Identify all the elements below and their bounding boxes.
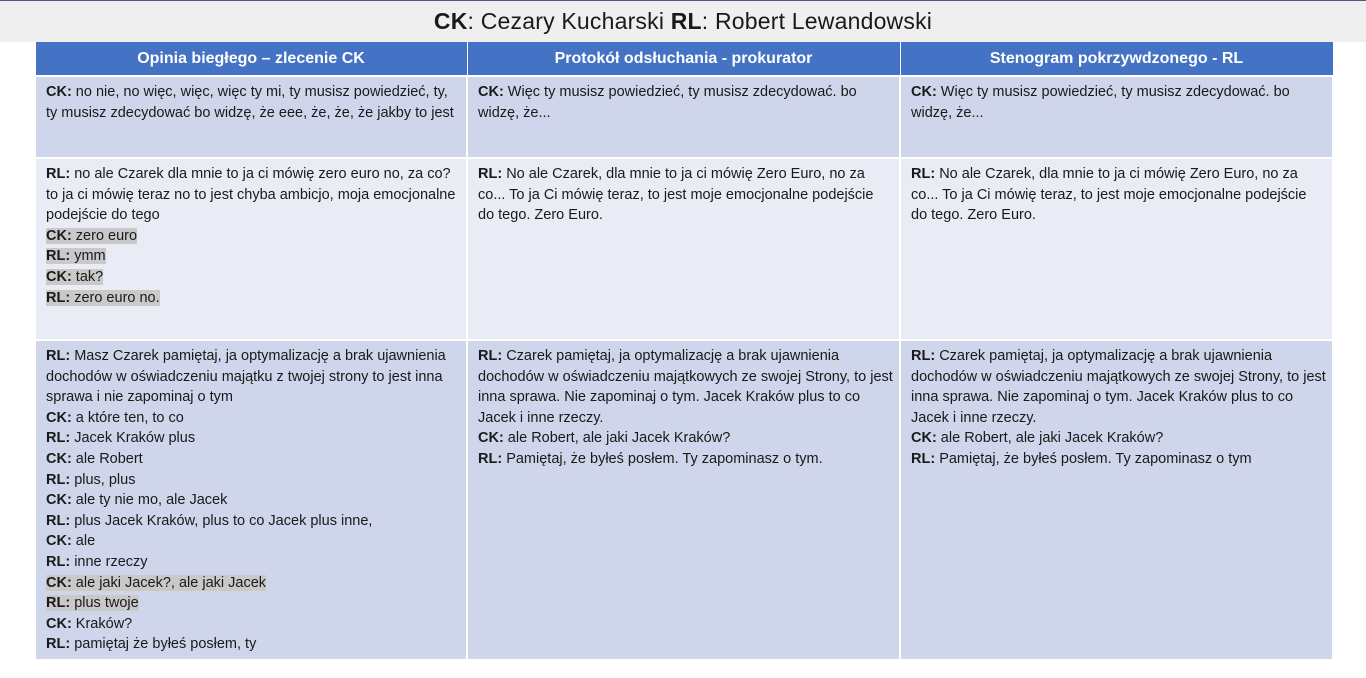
title-bar [0, 0, 1366, 42]
utterance [46, 492, 227, 508]
utterance [46, 513, 372, 529]
speaker-label: RL: [46, 289, 71, 306]
utterance [46, 430, 195, 446]
utterance-text: Pamiętaj, że byłeś posłem. Ty zapominasz o tym. [502, 450, 823, 467]
speaker-label: RL: [46, 595, 71, 612]
utterance [478, 451, 823, 467]
utterance [46, 554, 148, 570]
utterance-text: ale Robert, ale jaki Jacek Kraków? [503, 430, 731, 447]
utterance-text: ale Robert, ale jaki Jacek Kraków? [936, 430, 1164, 447]
cell-expert-opinion [35, 340, 467, 660]
slide-title [434, 6, 932, 36]
speaker-label: RL: [911, 166, 936, 182]
dialogue-line [46, 428, 460, 449]
utterance-text: Więc ty musisz powiedzieć, ty musisz zdecydować. bo widzę, że... [478, 84, 861, 121]
utterance [46, 636, 256, 652]
utterance [46, 533, 95, 549]
utterance [911, 166, 1310, 223]
utterance [46, 166, 459, 223]
title-ck-abbr: CK [433, 8, 468, 34]
cell-prosecutor-protocol [467, 76, 900, 158]
speaker-label: RL: [911, 450, 936, 467]
utterance-text: zero euro [71, 227, 138, 244]
dialogue-line [46, 552, 460, 573]
dialogue-line [911, 346, 1330, 428]
utterance-text: tak? [71, 268, 104, 285]
utterance-text: Czarek pamiętaj, ja optymalizację a brak ujawnienia dochodów w oświadczeniu majątkowych ze swojej Strony, to jest inna sprawa. Nie zapominaj o tym. Jacek Kraków plus to co Jacek i inne rzeczy. [911, 348, 1330, 426]
highlighted-utterance [46, 269, 103, 285]
dialogue-line [46, 164, 460, 226]
speaker-label: RL: [46, 430, 71, 447]
utterance [911, 430, 1163, 446]
speaker-label: RL: [46, 166, 71, 182]
dialogue-line [911, 82, 1326, 123]
cell-prosecutor-protocol [467, 340, 900, 660]
utterance-text: inne rzeczy [70, 553, 148, 570]
header-prosecutor-protocol: Protokół odsłuchania - prokurator [467, 42, 900, 76]
utterance-text: ale ty nie mo, ale Jacek [71, 492, 228, 509]
dialogue-line [46, 531, 460, 552]
utterance-text: plus Jacek Kraków, plus to co Jacek plus inne, [70, 512, 373, 529]
cell-expert-opinion [35, 76, 467, 158]
speaker-label: CK: [478, 84, 504, 100]
utterance [911, 348, 1330, 426]
speaker-label: RL: [46, 248, 71, 265]
dialogue-line [46, 82, 460, 123]
dialogue-line [911, 449, 1326, 470]
speaker-label: RL: [46, 471, 71, 488]
speaker-label: RL: [46, 636, 71, 653]
dialogue-line [46, 634, 460, 655]
transcript-comparison-table [34, 42, 1334, 661]
speaker-label: CK: [46, 574, 72, 591]
utterance [911, 84, 1294, 121]
highlighted-utterance [46, 248, 106, 264]
utterance-text: ale [71, 533, 96, 550]
speaker-label: RL: [46, 512, 71, 529]
utterance [46, 410, 184, 426]
dialogue-line [46, 346, 460, 408]
cell-victim-transcript [900, 340, 1333, 660]
utterance-text: Czarek pamiętaj, ja optymalizację a brak ujawnienia dochodów w oświadczeniu majątkowych ze swojej Strony, to jest inna sprawa. Nie zapominaj o tym. Jacek Kraków plus to co Jacek i inne rzeczy. [478, 348, 897, 426]
cell-victim-transcript [900, 158, 1333, 340]
dialogue-line [478, 164, 893, 226]
utterance [46, 84, 454, 121]
speaker-label: CK: [46, 450, 72, 467]
cell-victim-transcript [900, 76, 1333, 158]
utterance [478, 166, 877, 223]
speaker-label: RL: [46, 553, 71, 570]
dialogue-line [46, 449, 460, 470]
speaker-label: RL: [911, 348, 936, 364]
dialogue-line [46, 593, 460, 614]
speaker-label: CK: [46, 268, 72, 285]
title-rl-abbr: RL [670, 8, 702, 34]
utterance-text: ale jaki Jacek?, ale jaki Jacek [71, 574, 267, 591]
utterance-text: pamiętaj że byłeś posłem, ty [70, 636, 257, 653]
dialogue-line [46, 490, 460, 511]
dialogue-line [478, 346, 897, 428]
speaker-label: RL: [478, 348, 503, 364]
speaker-label: CK: [46, 492, 72, 509]
speaker-label: CK: [911, 430, 937, 447]
dialogue-line [46, 408, 460, 429]
dialogue-line [478, 449, 893, 470]
highlighted-utterance [46, 595, 139, 611]
dialogue-line [46, 470, 460, 491]
dialogue-line [46, 573, 460, 594]
speaker-label: CK: [46, 615, 72, 632]
speaker-label: CK: [46, 409, 72, 426]
utterance [478, 430, 730, 446]
header-expert-opinion: Opinia biegłego – zlecenie CK [35, 42, 467, 76]
speaker-label: CK: [46, 84, 72, 100]
utterance [478, 84, 861, 121]
table-row [35, 76, 1333, 158]
speaker-label: CK: [46, 533, 72, 550]
dialogue-line [46, 246, 460, 267]
utterance-text: No ale Czarek, dla mnie to ja ci mówię Zero Euro, no za co... To ja Ci mówię teraz, to jest moje emocjonalne podejście do tego. Zero Euro. [478, 166, 878, 224]
cell-prosecutor-protocol [467, 158, 900, 340]
utterance-text: Masz Czarek pamiętaj, ja optymalizację a brak ujawnienia dochodów w oświadczeniu majątku z twojej strony to jest inna sprawa i nie zapominaj o tym [46, 348, 450, 406]
utterance [46, 472, 135, 488]
table-row [35, 158, 1333, 340]
dialogue-line [911, 164, 1326, 226]
utterance-text: ale Robert [71, 450, 143, 467]
speaker-label: CK: [46, 227, 72, 244]
utterance-text: a które ten, to co [71, 409, 184, 426]
cell-expert-opinion [35, 158, 467, 340]
speaker-label: CK: [911, 84, 937, 100]
speaker-label: RL: [478, 450, 503, 467]
utterance-text: Kraków? [71, 615, 133, 632]
dialogue-line [478, 428, 893, 449]
utterance-text: no ale Czarek dla mnie to ja ci mówię zero euro no, za co? to ja ci mówię teraz no to jest chyba ambicjo, moja emocjonalne podejście do tego [46, 166, 460, 224]
dialogue-line [911, 428, 1326, 449]
dialogue-line [46, 288, 460, 309]
utterance-text: plus, plus [70, 471, 136, 488]
title-ck-name: : Cezary Kucharski [467, 8, 671, 34]
highlighted-utterance [46, 290, 160, 306]
dialogue-line [46, 614, 460, 635]
highlighted-utterance [46, 575, 266, 591]
utterance [478, 348, 897, 426]
utterance [46, 451, 143, 467]
highlighted-utterance [46, 228, 137, 244]
dialogue-line [478, 82, 893, 123]
speaker-label: CK: [478, 430, 504, 447]
utterance-text: plus twoje [70, 595, 139, 612]
utterance-text: Pamiętaj, że byłeś posłem. Ty zapominasz o tym [935, 450, 1252, 467]
utterance-text: zero euro no. [70, 289, 160, 306]
dialogue-line [46, 511, 460, 532]
dialogue-line [46, 267, 460, 288]
speaker-label: RL: [46, 348, 71, 364]
dialogue-line [46, 226, 460, 247]
utterance [46, 616, 132, 632]
speaker-label: RL: [478, 166, 503, 182]
utterance [911, 451, 1252, 467]
utterance [46, 348, 450, 405]
table-header-row [35, 42, 1333, 76]
utterance-text: Jacek Kraków plus [70, 430, 196, 447]
header-victim-transcript: Stenogram pokrzywdzonego - RL [900, 42, 1333, 76]
utterance-text: no nie, no więc, więc, więc ty mi, ty musisz powiedzieć, ty, ty musisz zdecydować bo widzę, że eee, że, że, że jakby to jest [46, 84, 454, 121]
title-rl-name: : Robert Lewandowski [701, 8, 933, 34]
table-row [35, 340, 1333, 660]
utterance-text: ymm [70, 248, 106, 265]
utterance-text: Więc ty musisz powiedzieć, ty musisz zdecydować. bo widzę, że... [911, 84, 1294, 121]
utterance-text: No ale Czarek, dla mnie to ja ci mówię Zero Euro, no za co... To ja Ci mówię teraz, to jest moje emocjonalne podejście do tego. Zero Euro. [911, 166, 1311, 224]
